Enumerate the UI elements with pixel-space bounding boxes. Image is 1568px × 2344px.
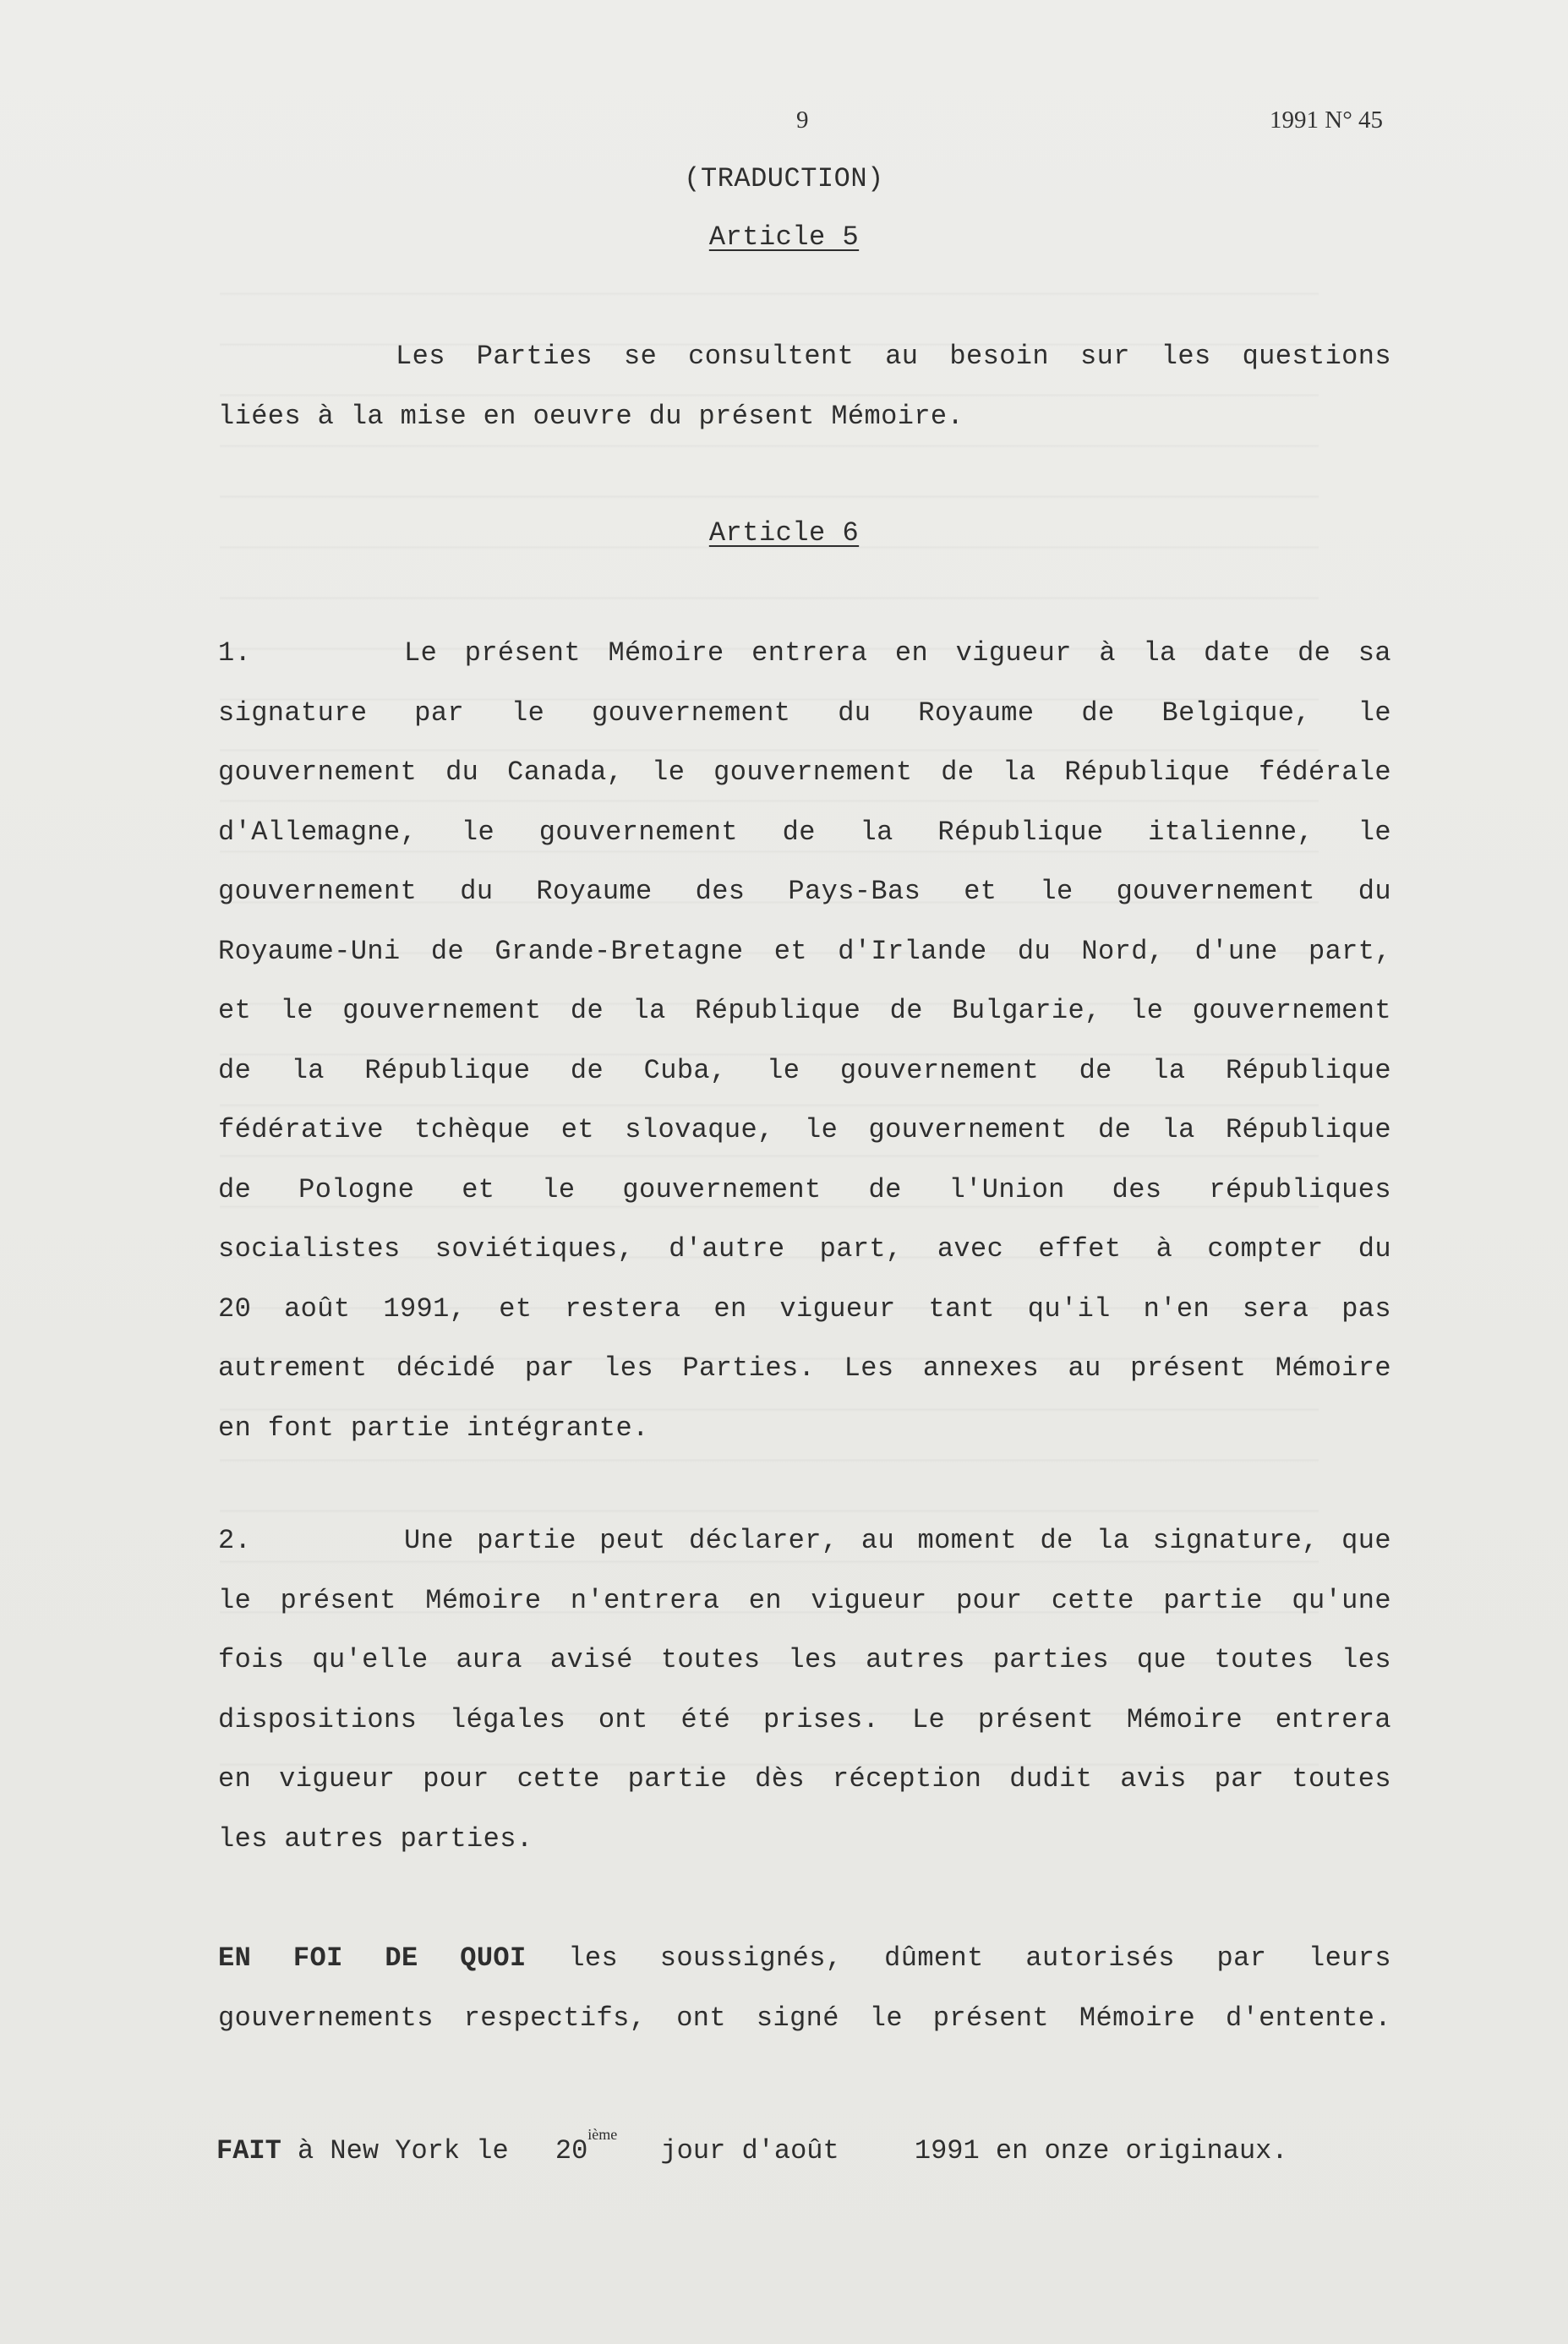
text-line: fédérative tchèque et slovaque, le gouvernement de la République bbox=[218, 1114, 1391, 1145]
text-line bbox=[218, 327, 1391, 387]
text-line: gouvernements respectifs, ont signé le présent Mémoire d'entente. bbox=[218, 2002, 1391, 2034]
text-line: de Pologne et le gouvernement de l'Union des républiques bbox=[218, 1173, 1391, 1205]
text-line: signature par le gouvernement du Royaume de Belgique, le bbox=[218, 697, 1391, 729]
text-line: liées à la mise en oeuvre du présent Mémoire. bbox=[218, 400, 964, 432]
text-line: et le gouvernement de la République de Bulgarie, le gouvernement bbox=[218, 995, 1391, 1026]
translation-heading: (TRADUCTION) bbox=[684, 163, 884, 194]
text-line: socialistes soviétiques, d'autre part, avec effet à compter du bbox=[218, 1233, 1391, 1265]
text-line: 20 août 1991, et restera en vigueur tant qu'il n'en sera pas bbox=[218, 1292, 1391, 1325]
text-line: de la République de Cuba, le gouvernement de la République bbox=[218, 1054, 1391, 1086]
line-text: Les Parties se consultent au besoin sur les questions bbox=[396, 341, 1391, 372]
done-day-suffix: ième bbox=[587, 2126, 618, 2143]
line-text: Une partie peut déclarer, au moment de la signature, que bbox=[404, 1525, 1391, 1556]
article-6-title-text: Article 6 bbox=[708, 517, 860, 549]
text-line: d'Allemagne, le gouvernement de la République italienne, le bbox=[218, 816, 1391, 848]
text-line: gouvernement du Royaume des Pays-Bas et le gouvernement du bbox=[218, 876, 1391, 907]
article-5-paragraph bbox=[218, 327, 1391, 446]
paragraph-number: 2. bbox=[218, 1525, 252, 1556]
text-line: en font partie intégrante. bbox=[218, 1412, 649, 1444]
text-line: dispositions légales ont été prises. Le présent Mémoire entrera bbox=[218, 1703, 1391, 1735]
text-line: le présent Mémoire n'entrera en vigueur pour cette partie qu'une bbox=[218, 1584, 1391, 1616]
text-line: Royaume-Uni de Grande-Bretagne et d'Irlande du Nord, d'une part, bbox=[218, 935, 1391, 967]
text-line: gouvernement du Canada, le gouvernement de la République fédérale bbox=[218, 757, 1391, 788]
done-at-line bbox=[216, 2105, 1391, 2181]
paragraph-number: 1. bbox=[218, 637, 252, 669]
done-bold-text: FAIT bbox=[216, 2135, 281, 2166]
line-text: les soussignés, dûment autorisés par leurs bbox=[568, 1942, 1391, 1974]
text-line bbox=[218, 624, 1391, 684]
text-line: autrement décidé par les Parties. Les annexes au présent Mémoire bbox=[218, 1352, 1391, 1384]
witness-clause bbox=[218, 1929, 1391, 2048]
done-month: jour d'août bbox=[660, 2135, 839, 2166]
done-year-originals: 1991 en onze originaux. bbox=[914, 2135, 1288, 2166]
page-number: 9 bbox=[796, 107, 809, 134]
line-text: Le présent Mémoire entrera en vigueur à la date de sa bbox=[404, 637, 1391, 669]
witness-bold-text: EN FOI DE QUOI bbox=[218, 1942, 527, 1974]
article-5-title bbox=[0, 221, 1568, 253]
text-line bbox=[218, 1929, 1391, 1989]
article-6-paragraph-2 bbox=[218, 1511, 1391, 1869]
text-line: en vigueur pour cette partie dès réception dudit avis par toutes bbox=[218, 1763, 1391, 1795]
article-5-title-text: Article 5 bbox=[708, 221, 860, 253]
article-6-title bbox=[0, 517, 1568, 549]
issue-reference: 1991 N° 45 bbox=[1270, 107, 1384, 134]
done-place: à New York le bbox=[298, 2135, 509, 2166]
done-day: 20 bbox=[555, 2135, 588, 2166]
text-line: fois qu'elle aura avisé toutes les autres parties que toutes les bbox=[218, 1644, 1391, 1675]
article-6-paragraph-1 bbox=[218, 624, 1391, 1458]
text-line bbox=[218, 1511, 1391, 1571]
text-line: les autres parties. bbox=[218, 1822, 533, 1855]
